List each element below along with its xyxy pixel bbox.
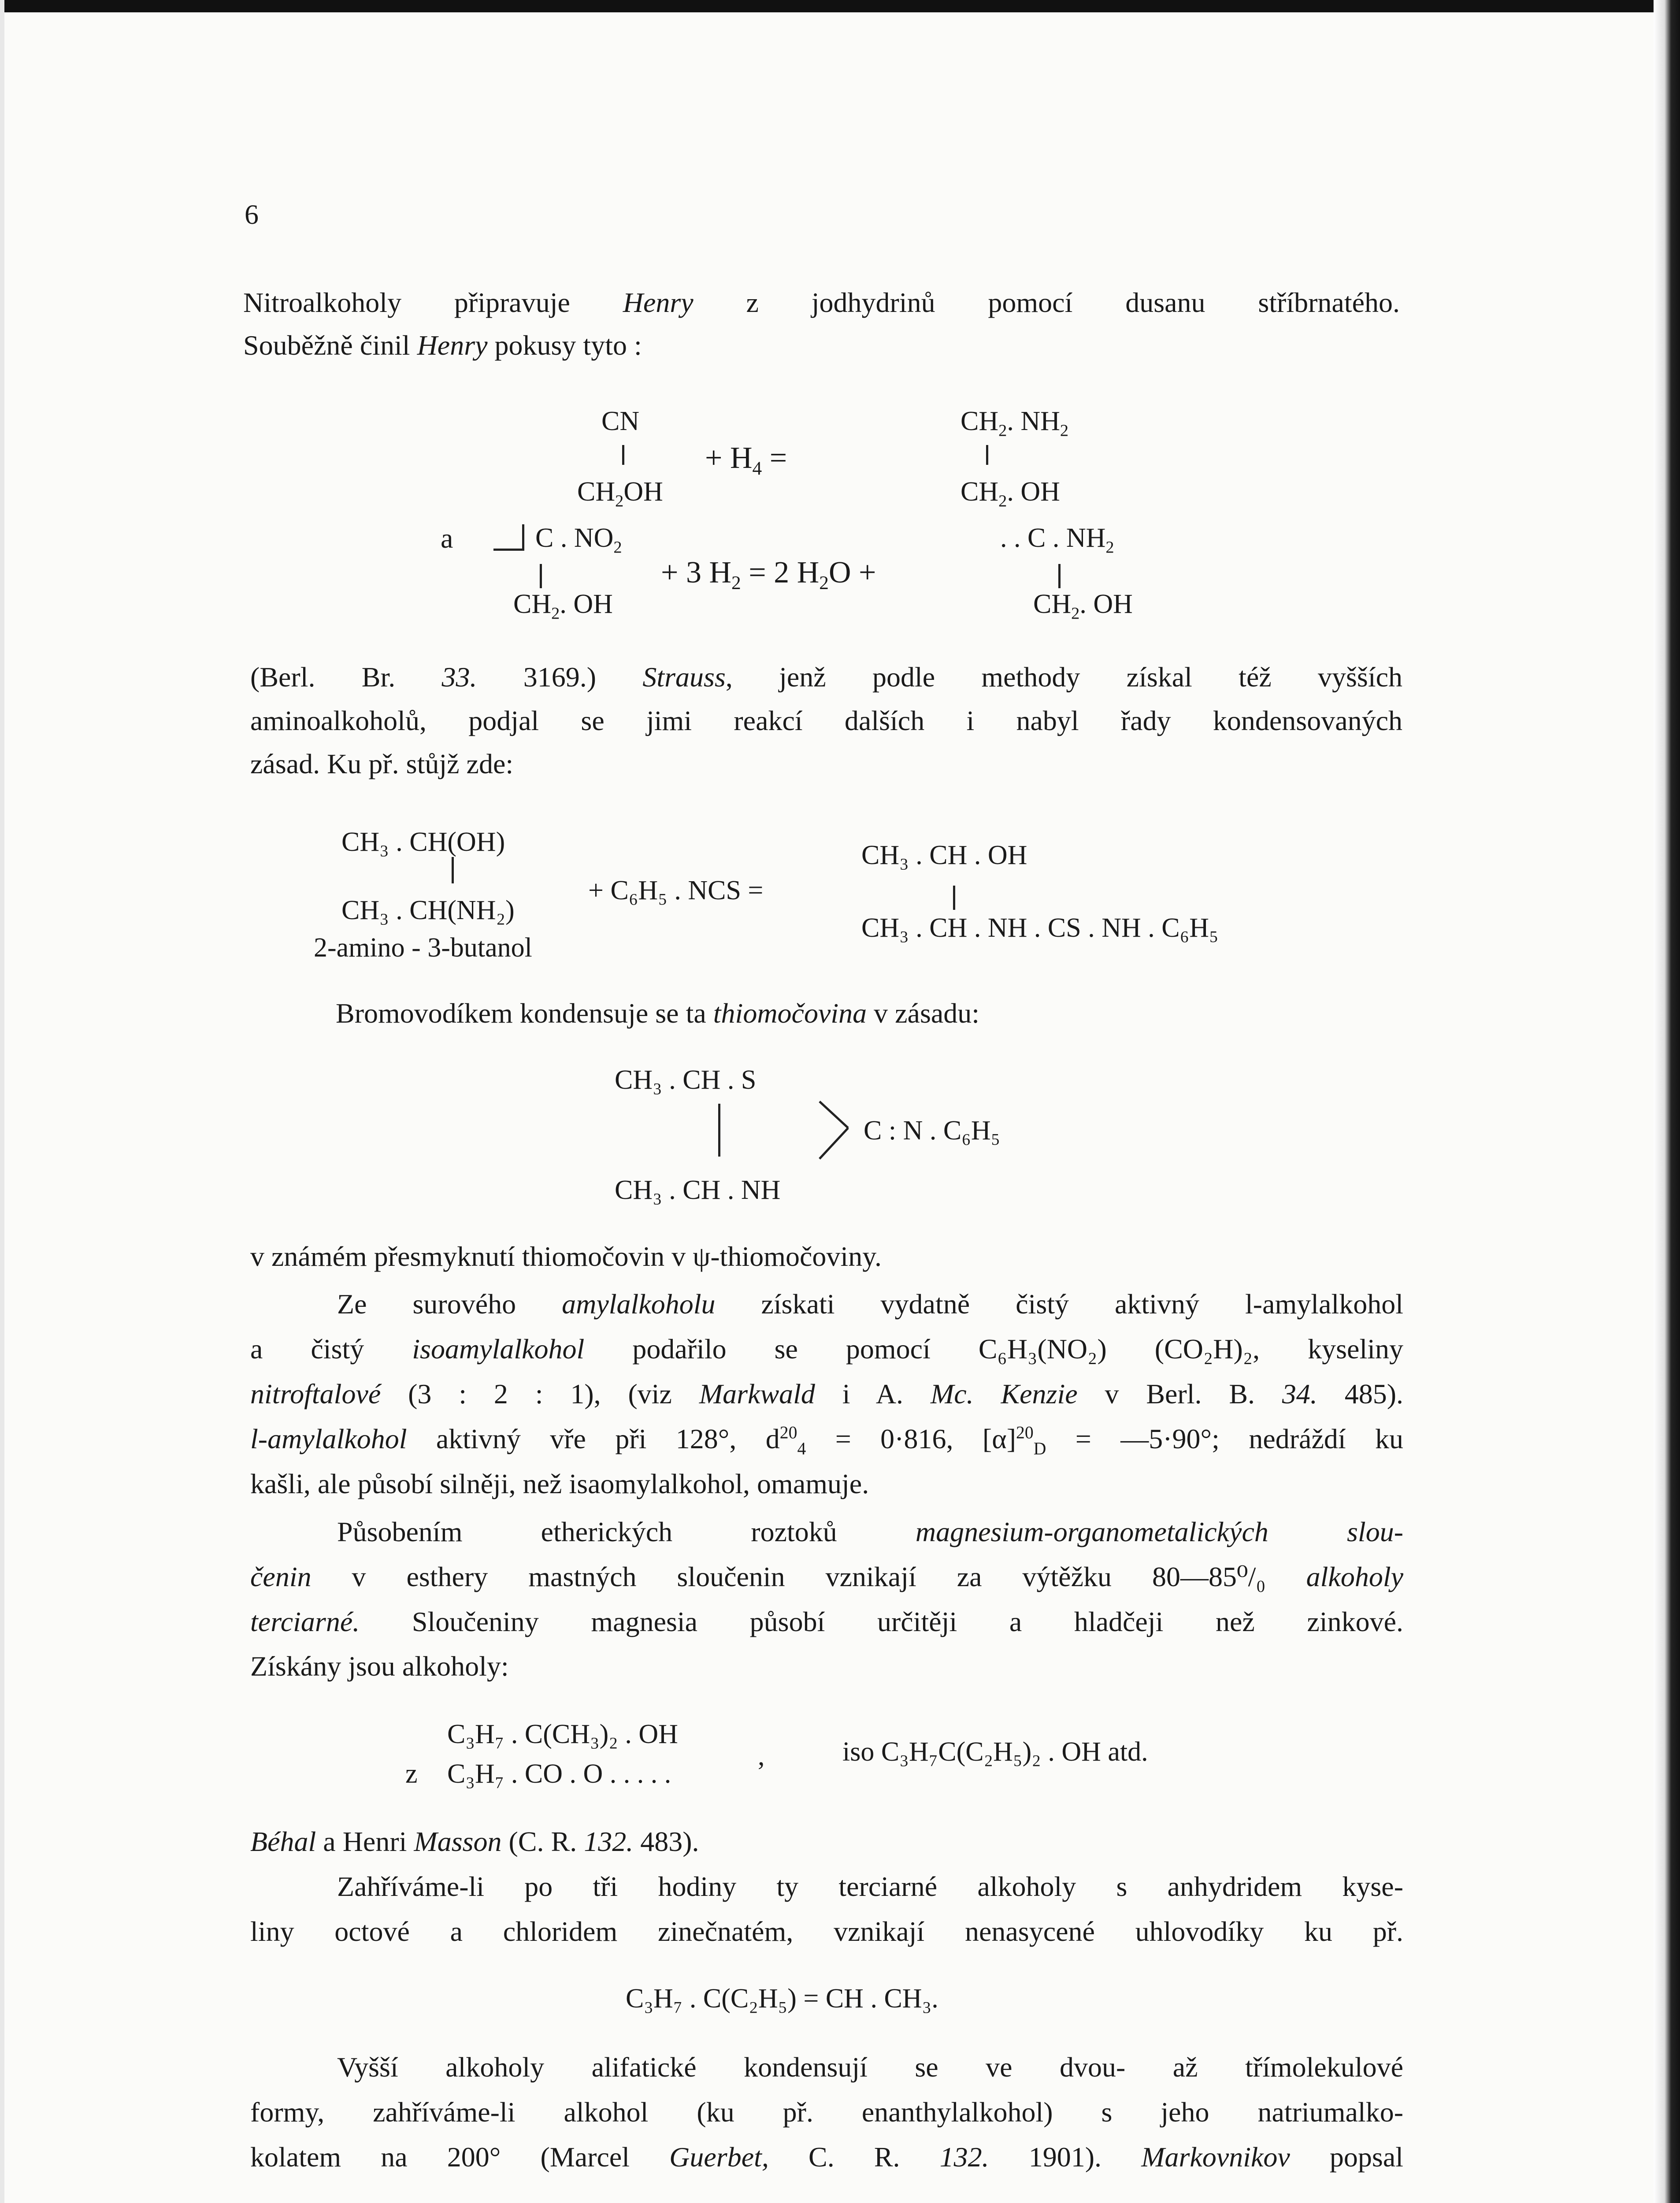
eq1-bond-right [986,445,988,465]
eq3-b-top: CH₃ . CH . OH [861,840,1027,870]
para5-line4: l-amylalkohol aktivný vře při 128°, $d^{20}_4 = 0\cdot 816$, $[\alpha]^{20}_D$ = —5·90°; nedráždí ku [250,1423,1404,1458]
eq2-bond-left [540,564,542,588]
eq1-right-bottom: $CH_2$. OH [961,477,1060,511]
para9-line1: Vyšší alkoholy alifatické kondensují se ve dvou- až třímolekulové [337,2051,1403,2083]
eq5-right: iso C₃H₇C(C₂H₅)₂ . OH atd. [842,1737,1148,1767]
scan-edge-left [0,0,4,2203]
para4: v známém přesmyknutí thiomočovin v ψ-thiomočoviny. [250,1241,882,1272]
eq1-left-bottom: $CH_2OH$ [577,477,663,511]
eq3-label: 2-amino - 3-butanol [314,933,532,963]
para5-line5: kašli, ale působí silněji, než isaomylalkohol, omamuje. [250,1468,869,1499]
para5-line3: nitroftalové (3 : 2 : 1), (viz Markwald i A. Mc. Kenzie v Berl. B. 34. 485). [250,1378,1404,1409]
eq4-ring-bracket [817,1099,861,1161]
eq4-right: C : N . C₆H₅ [864,1116,1001,1146]
eq2-bond-stub [493,549,524,551]
eq1-left-top: CN [601,406,640,436]
eq3-bond-a [452,857,454,883]
para5-line2: a čistý isoamylalkohol podařilo se pomocí C₆H₃(NO₂) (CO₂H)₂, kyseliny [250,1333,1403,1365]
eq2-right-bottom: $CH_2$. OH [1033,589,1133,623]
para8-line2: liny octové a chloridem zinečnatém, vznikají nenasycené uhlovodíky ku př. [250,1916,1403,1947]
eq3-bond-b [953,886,955,910]
eq2-bond-right [1058,564,1061,588]
eq5-top: C₃H₇ . C(CH₃)₂ . OH [447,1719,678,1749]
para9-line2: formy, zahříváme-li alkohol (ku př. enanthylalkohol) s jeho natriumalko- [250,2096,1403,2128]
para2-line1: (Berl. Br. 33. 3169.) Strauss, jenž podle methody získal též vyšších [250,661,1403,693]
para1-line2: Souběžně činil Henry pokusy tyto : [243,330,642,361]
para8-line1: Zahříváme-li po tři hodiny ty terciarné alkoholy s anhydridem kyse- [337,1871,1403,1902]
eq3-operator: + C₆H₅ . NCS = [588,875,764,905]
para6-line4: Získány jsou alkoholy: [250,1650,509,1682]
scan-edge-right [1654,0,1680,2203]
eq4-bottom: CH₃ . CH . NH [615,1175,781,1205]
eq5-bottom-prefix: z [405,1759,418,1789]
para9-line3: kolatem na 200° (Marcel Guerbet, C. R. 132. 1901). Markovnikov popsal [250,2141,1404,2173]
eq2-left-top: C . $NO_2$ [535,523,622,557]
eq5-comma: , [758,1741,765,1771]
eq4-top: CH₃ . CH . S [615,1065,757,1095]
eq2-bond-stub-vertical [522,524,524,551]
eq2-left-bottom: $CH_2$. OH [513,589,613,623]
para5-line1: Ze surového amylalkoholu získati vydatně čistý aktivný l-amylalkohol [337,1288,1404,1320]
eq5-bottom: C₃H₇ . CO . O . . . . . [447,1759,671,1789]
eq3-a-top: CH₃ . CH(OH) [341,827,505,857]
para3: Bromovodíkem kondensuje se ta thiomočovina v zásadu: [336,998,980,1029]
eq4-bond-left [718,1104,720,1157]
para1-line1: Nitroalkoholy připravuje Henry z jodhydrinů pomocí dusanu stříbrnatého. [243,287,1400,318]
eq2-prefix: a [441,523,453,554]
eq3-b-bottom: CH₃ . CH . NH . CS . NH . C₆H₅ [861,913,1219,943]
eq1-operator: + $H_4$ = [705,441,787,479]
scan-edge-top [0,0,1680,12]
para6-line1: Působením etherických roztoků magnesium-organometalických slou- [337,1516,1403,1547]
para6-line2: čenin v esthery mastných sloučenin vznikají za výtěžku 80—85⁰/₀ alkoholy [250,1561,1403,1592]
eq2-right-top: . . C . $NH_2$ [1000,523,1114,557]
para2-line3: zásad. Ku př. stůjž zde: [250,748,514,779]
eq2-operator: + 3 $H_2 = 2$ $H_2O$ + [661,556,876,593]
page-number: 6 [245,199,259,230]
eq1-right-top: $CH_2$. $NH_2$ [961,406,1069,440]
para7: Béhal a Henri Masson (C. R. 132. 483). [250,1826,699,1857]
para2-line2: aminoalkoholů, podjal se jimi reakcí dalších i nabyl řady kondensovaných [250,705,1402,736]
eq6: C₃H₇ . C(C₂H₅) = CH . CH₃. [626,1984,938,2014]
para6-line3: terciarné. Sloučeniny magnesia působí určitěji a hladčeji než zinkové. [250,1606,1403,1637]
eq1-bond-left [622,445,624,465]
eq3-a-bottom: CH₃ . CH(NH₂) [341,895,515,925]
